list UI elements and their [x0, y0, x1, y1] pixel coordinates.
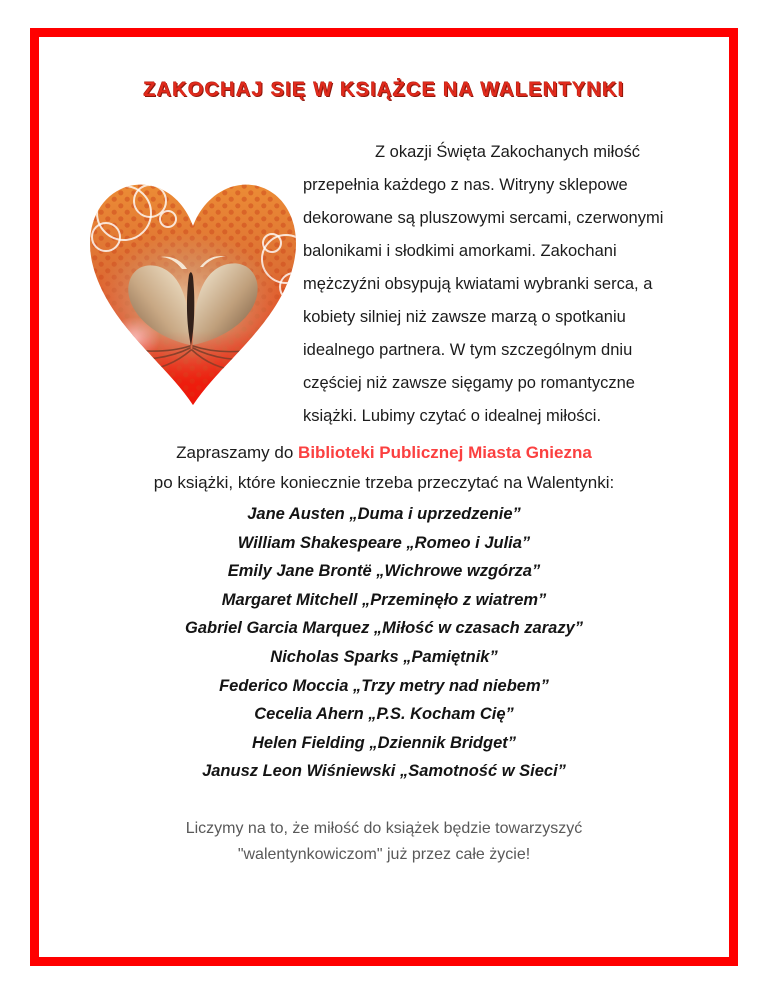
book-item: Janusz Leon Wiśniewski „Samotność w Sieci” — [202, 762, 566, 781]
book-item: Nicholas Sparks „Pamiętnik” — [270, 647, 498, 666]
library-name: Biblioteki Publicznej Miasta Gniezna — [298, 443, 592, 462]
intro-line: książki. Lubimy czytać o idealnej miłości. — [303, 407, 602, 425]
invite-prefix: Zapraszamy do — [176, 443, 299, 462]
intro-line: częściej niż zawsze sięgamy po romantyczne — [303, 374, 635, 392]
book-item: Margaret Mitchell „Przeminęło z wiatrem” — [221, 590, 547, 609]
book-item: Gabriel Garcia Marquez „Miłość w czasach zarazy” — [185, 619, 583, 638]
intro-line: dekorowane są pluszowymi sercami, czerwonymi — [303, 209, 664, 227]
book-item: William Shakespeare „Romeo i Julia” — [237, 533, 531, 552]
book-item: Federico Moccia „Trzy metry nad niebem” — [219, 676, 549, 695]
closing-line-2: "walentynkowiczom" już przez całe życie! — [237, 846, 531, 863]
book-item: Helen Fielding „Dziennik Bridget” — [251, 733, 517, 752]
book-item: Jane Austen „Duma i uprzedzenie” — [247, 505, 521, 523]
page-title: ZAKOCHAJ SIĘ W KSIĄŻCE NA WALENTYNKI — [143, 79, 625, 101]
book-item: Cecelia Ahern „P.S. Kocham Cię” — [254, 705, 514, 724]
intro-line: Z okazji Święta Zakochanych miłość — [375, 143, 641, 161]
heart-book-illustration — [72, 157, 314, 425]
closing-line-1: Liczymy na to, że miłość do książek będzie towarzyszyć — [185, 820, 583, 837]
invitation-line-1 — [39, 438, 729, 468]
intro-line: idealnego partnera. W tym szczególnym dniu — [303, 341, 633, 359]
book-list — [39, 500, 729, 786]
invitation-line-2: po książki, które koniecznie trzeba przeczytać na Walentynki: — [153, 473, 615, 492]
intro-line: mężczyźni obsypują kwiatami wybranki serca, a — [303, 275, 653, 293]
invitation-block — [39, 438, 729, 498]
intro-paragraph — [303, 136, 675, 433]
intro-line: kobiety silniej niż zawsze marzą o spotkaniu — [303, 308, 626, 326]
intro-line: balonikami i słodkimi amorkami. Zakochani — [303, 242, 617, 260]
book-item: Emily Jane Brontë „Wichrowe wzgórza” — [227, 562, 541, 581]
intro-line: przepełnia każdego z nas. Witryny sklepowe — [303, 176, 628, 194]
closing-note — [39, 816, 729, 868]
